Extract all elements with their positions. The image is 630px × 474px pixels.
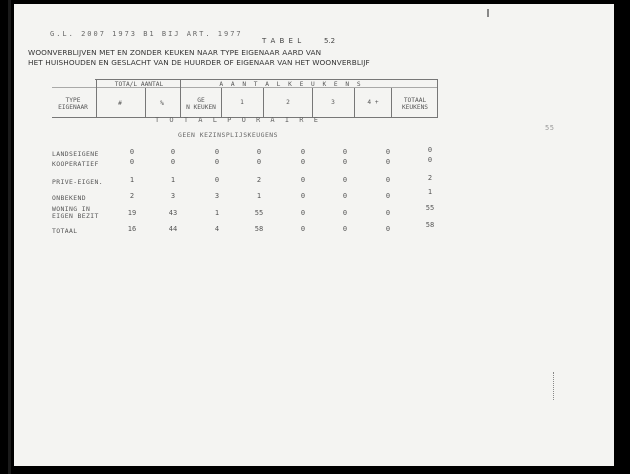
cell-2: 0 <box>300 192 306 200</box>
header-divider <box>145 88 146 117</box>
cell-1: 55 <box>254 209 264 217</box>
cell-4-plus: 0 <box>385 225 391 233</box>
cell-3: 0 <box>342 209 348 217</box>
cell-3: 0 <box>342 192 348 200</box>
cell-2: 0 <box>300 158 306 166</box>
binding-edge <box>8 0 11 474</box>
column-header-1: 1 <box>240 99 244 106</box>
header-divider <box>354 88 355 117</box>
column-header-pct: % <box>160 100 164 107</box>
cell-1: 1 <box>256 192 262 200</box>
subsection-title: GEEN KEZINSPLIJSKEUGENS <box>178 131 278 139</box>
cell-2: 0 <box>300 225 306 233</box>
cell-pct: 3 <box>170 192 176 200</box>
cell-geen-keuken: 0 <box>214 148 220 156</box>
row-label: KOOPERATIEF <box>52 160 99 168</box>
cell-pct: 44 <box>168 225 178 233</box>
column-header-totaal-aantal: TOTA/L AANTAL <box>114 81 164 88</box>
header-divider <box>312 88 313 117</box>
cell-pct: 1 <box>170 176 176 184</box>
column-header-2: 2 <box>286 99 290 106</box>
cell-1: 2 <box>256 176 262 184</box>
cell-1: 0 <box>256 158 262 166</box>
row-label: PRIVE-EIGEN. <box>52 178 103 186</box>
scan-speck <box>553 372 555 400</box>
header-divider <box>180 79 181 117</box>
cell-3: 0 <box>342 225 348 233</box>
cell-abs: 2 <box>129 192 135 200</box>
row-label: WONING IN <box>52 205 91 213</box>
cell-4-plus: 0 <box>385 148 391 156</box>
cell-totaal: 1 <box>427 188 433 196</box>
column-header-aantal-keukens: A A N T A L K E U K E N S <box>219 81 363 88</box>
header-top-rule <box>95 79 438 80</box>
table-label: T A B E L <box>262 37 303 45</box>
cell-abs: 16 <box>127 225 137 233</box>
column-header-4-plus: 4 + <box>367 99 379 106</box>
cell-2: 0 <box>300 176 306 184</box>
table-number: 5.2 <box>324 37 336 45</box>
table-title-line-2: HET HUISHOUDEN EN GESLACHT VAN DE HUURDER OF EIGENAAR VAN HET WOONVERBLIJF <box>28 58 370 67</box>
row-label: ONBEKEND <box>52 194 86 202</box>
cell-abs: 1 <box>129 176 135 184</box>
row-label: LANDSEIGENE <box>52 150 99 158</box>
document-page <box>14 4 614 466</box>
cell-3: 0 <box>342 176 348 184</box>
cell-abs: 0 <box>129 158 135 166</box>
cell-4-plus: 0 <box>385 176 391 184</box>
cell-geen-keuken: 4 <box>214 225 220 233</box>
column-header-totaal-keukens-1: TOTAAL <box>403 97 427 104</box>
cell-geen-keuken: 3 <box>214 192 220 200</box>
cell-geen-keuken: 0 <box>214 176 220 184</box>
cell-2: 0 <box>300 148 306 156</box>
table-title-line-1: WOONVERBLIJVEN MET EN ZONDER KEUKEN NAAR TYPE EIGENAAR AARD VAN <box>28 48 322 57</box>
cell-geen-keuken: 1 <box>214 209 220 217</box>
row-label-continued: EIGEN BEZIT <box>52 212 99 220</box>
column-header-geen-keuken-1: GE <box>197 97 205 104</box>
section-title: T O T A L P O R A I R E <box>155 116 321 124</box>
cell-1: 0 <box>256 148 262 156</box>
cell-totaal: 0 <box>427 156 433 164</box>
cell-abs: 19 <box>127 209 137 217</box>
column-header-type-eigenaar: TYPE EIGENAAR <box>58 97 88 111</box>
cell-3: 0 <box>342 148 348 156</box>
column-header-3: 3 <box>331 99 335 106</box>
column-header-abs: # <box>118 100 122 107</box>
header-divider <box>437 79 438 117</box>
cell-totaal: 55 <box>425 204 435 212</box>
cell-4-plus: 0 <box>385 158 391 166</box>
cell-2: 0 <box>300 209 306 217</box>
cell-totaal: 58 <box>425 221 435 229</box>
cell-abs: 0 <box>129 148 135 156</box>
document-reference: G.L. 2007 1973 B1 BIJ ART. 1977 <box>50 30 243 38</box>
cell-pct: 0 <box>170 158 176 166</box>
header-divider <box>221 88 222 117</box>
column-header-geen-keuken-2: N KEUKEN <box>186 104 216 111</box>
header-divider <box>96 79 97 117</box>
cell-pct: 43 <box>168 209 178 217</box>
column-header-totaal-keukens-2: KEUKENS <box>401 104 429 111</box>
margin-mark: 55 <box>545 124 555 132</box>
cell-pct: 0 <box>170 148 176 156</box>
cell-geen-keuken: 0 <box>214 158 220 166</box>
scan-speck <box>487 9 489 17</box>
row-label: TOTAAL <box>52 227 78 235</box>
cell-totaal: 0 <box>427 146 433 154</box>
cell-4-plus: 0 <box>385 209 391 217</box>
cell-1: 58 <box>254 225 264 233</box>
cell-4-plus: 0 <box>385 192 391 200</box>
header-divider <box>263 88 264 117</box>
cell-3: 0 <box>342 158 348 166</box>
cell-totaal: 2 <box>427 174 433 182</box>
header-divider <box>391 88 392 117</box>
